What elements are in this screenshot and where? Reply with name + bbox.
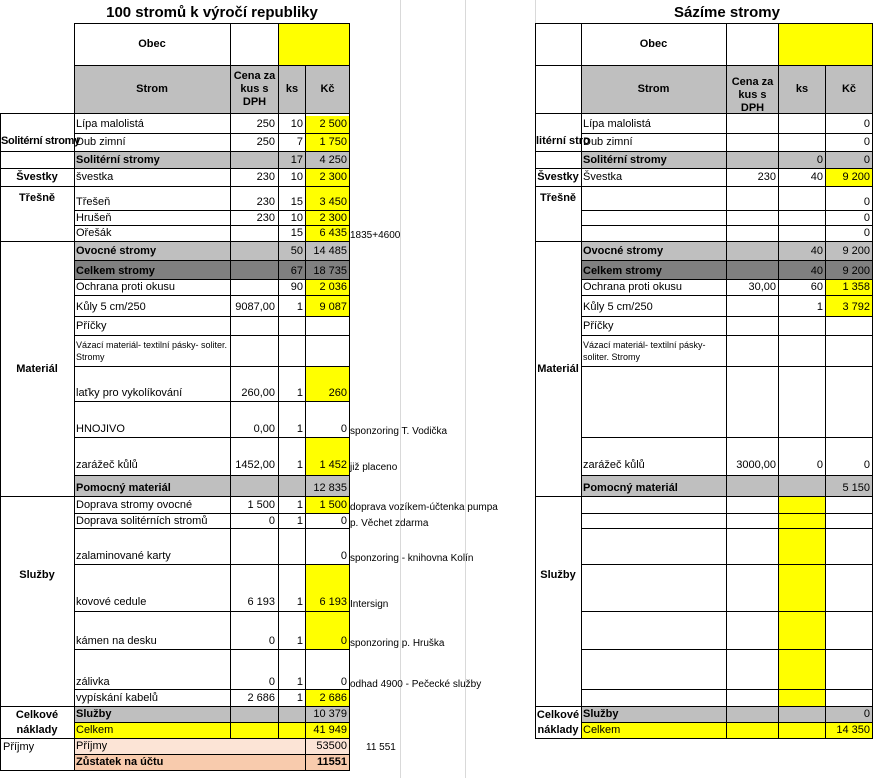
right-row-label: Solitérní stromy [583,154,667,166]
left-row-kc[interactable]: 6 435 [319,227,347,239]
left-row-kc[interactable]: 0 [340,515,347,527]
right-category-naklady: náklady [537,724,579,736]
left-row-note: sponzoring T. Vodička [350,426,448,437]
left-title: 100 stromů k výročí republiky [106,4,318,21]
right-header-cena: Cena za kus s DPH [731,76,774,114]
left-row-ks[interactable]: 1 [296,423,303,435]
left-row-ks[interactable]: 1 [296,499,303,511]
left-row-ks: 67 [290,265,303,277]
left-row-cena[interactable]: 1452,00 [235,459,275,471]
left-row-label: Pomocný materiál [76,482,171,494]
left-row-ks[interactable]: 1 [296,635,303,647]
left-row-label[interactable]: Vázací materiál- textilní pásky- soliter. Stromy [76,340,228,362]
left-row-label: Zůstatek na účtu [76,756,164,768]
left-row-label[interactable]: HNOJIVO [76,423,125,435]
right-title: Sázíme stromy [674,4,780,21]
left-category-tresne: Třešně [18,192,56,204]
left-row-kc[interactable]: 260 [328,387,347,399]
right-row-kc[interactable]: 0 [863,459,870,471]
left-row-kc[interactable]: 0 [340,423,347,435]
left-row-ks[interactable]: 15 [290,227,303,239]
left-row-ks[interactable]: 90 [290,281,303,293]
left-row-note: odhad 4900 - Pečecké služby [350,679,482,690]
left-row-note: 11 551 [366,742,396,753]
left-row-label[interactable]: Doprava stromy ovocné [76,499,193,511]
left-row-kc: 18 735 [313,265,347,277]
left-row-note: sponzoring p. Hruška [350,638,445,649]
left-header-cena: Cena za kus s DPH [233,70,276,108]
left-row-label[interactable]: švestka [76,171,114,183]
left-row-label[interactable]: kovové cedule [76,596,147,608]
right-row-kc: 0 [863,154,870,166]
left-row-label[interactable]: zalaminované karty [76,550,171,562]
right-row-ks: 40 [810,245,823,257]
left-row-note: sponzoring - knihovna Kolín [350,553,474,564]
right-category-material: Materiál [537,363,579,375]
left-row-kc[interactable]: 2 036 [319,281,347,293]
left-row-note: p. Věchet zdarma [350,518,429,529]
left-header-kc: Kč [320,83,335,95]
left-row-note: 1835+4600 [350,230,401,241]
right-row-ks[interactable]: 0 [816,459,823,471]
left-row-cena[interactable]: 9087,00 [235,301,275,313]
left-row-kc[interactable]: 6 193 [319,596,347,608]
left-row-cena[interactable]: 250 [256,118,275,130]
left-row-label: Celkem [76,724,114,736]
left-obec-value-cell[interactable] [278,24,349,66]
right-row-label[interactable]: Příčky [583,320,614,332]
left-row-cena[interactable]: 0 [268,676,275,688]
left-row-kc[interactable]: 2 686 [319,692,347,704]
right-row-kc[interactable]: 9 200 [842,171,870,183]
right-row-cena[interactable]: 3000,00 [736,459,776,471]
left-row-label[interactable]: Kůly 5 cm/250 [76,301,146,313]
right-row-kc[interactable]: 0 [863,136,870,148]
left-row-kc: 4 250 [319,154,347,166]
left-row-cena[interactable]: 0,00 [253,423,275,435]
left-row-ks[interactable]: 1 [296,387,303,399]
left-row-cena[interactable]: 1 500 [247,499,275,511]
left-row-label: Příjmy [76,740,108,752]
right-row-kc: 0 [863,708,870,720]
left-row-label[interactable]: vypískání kabelů [76,692,158,704]
left-row-kc[interactable]: 1 452 [319,459,347,471]
left-category-material: Materiál [16,363,58,375]
right-row-ks[interactable]: 40 [810,171,823,183]
left-row-label: Celkem stromy [76,265,155,277]
right-row-kc[interactable]: 1 358 [842,281,870,293]
left-row-label[interactable]: zarážeč kůlů [76,459,138,471]
right-header-strom: Strom [637,83,670,95]
left-row-ks[interactable]: 1 [296,676,303,688]
left-row-note: již placeno [350,462,398,473]
left-row-kc: 41 949 [313,724,347,736]
right-row-cena[interactable]: 30,00 [748,281,776,293]
right-row-ks: 0 [816,154,823,166]
left-row-kc: 12 835 [313,482,347,494]
right-header-ks: ks [795,83,809,95]
left-row-kc[interactable]: 0 [340,635,347,647]
left-row-cena[interactable]: 0 [268,515,275,527]
left-row-ks[interactable]: 10 [290,171,303,183]
left-category-naklady: náklady [16,724,58,736]
left-row-label[interactable]: Ochrana proti okusu [76,281,176,293]
right-row-kc: 9 200 [842,245,870,257]
right-row-label[interactable]: Kůly 5 cm/250 [583,301,653,313]
left-row-kc[interactable]: 1 500 [319,499,347,511]
left-category-sluzby: Služby [19,569,55,581]
left-row-label[interactable]: kámen na desku [76,635,157,647]
left-row-label[interactable]: Třešeň [76,196,111,208]
left-category-svestky: Švestky [16,171,58,183]
left-row-label[interactable]: Dub zimní [76,136,126,148]
left-row-ks[interactable]: 15 [290,196,303,208]
right-category-celkove: Celkové [536,709,580,721]
right-row-label[interactable]: Švestka [583,171,623,183]
left-row-label[interactable]: Ořešák [76,227,112,239]
right-row-label[interactable]: Vázací materiál- textilní pásky- soliter. Stromy [583,340,706,362]
left-header-strom: Strom [136,83,168,95]
right-row-label: Pomocný materiál [583,482,678,494]
right-category-sluzby: Služby [540,569,576,581]
left-category-celkove: Celkové [15,709,59,721]
left-row-ks[interactable]: 10 [290,212,303,224]
right-category-svestky: Švestky [537,171,579,183]
left-row-cena[interactable]: 260,00 [241,387,275,399]
right-header-kc: Kč [841,83,857,95]
left-row-label[interactable]: zálivka [76,676,110,688]
right-row-ks[interactable]: 60 [810,281,823,293]
right-obec-label: Obec [639,38,668,50]
left-row-kc[interactable]: 53500 [316,740,347,752]
left-row-cena[interactable]: 230 [256,212,275,224]
right-row-label: Ovocné stromy [583,245,664,257]
left-header-ks: ks [285,83,299,95]
left-row-note: doprava vozíkem-účtenka pumpa [350,502,498,513]
right-row-kc: 5 150 [842,482,870,494]
left-row-kc: 10 379 [313,708,347,720]
left-category-solitery: Solitérní stromy [1,135,80,147]
right-row-kc[interactable]: 0 [863,196,870,208]
right-row-ks: 40 [810,265,823,277]
right-category-tresne: Třešně [539,192,577,204]
right-row-kc[interactable]: 0 [863,227,870,239]
left-row-kc[interactable]: 1 750 [319,136,347,148]
left-row-label[interactable]: Příčky [76,320,107,332]
left-row-cena[interactable]: 230 [256,196,275,208]
left-row-ks: 50 [290,245,303,257]
left-row-cena[interactable]: 0 [268,635,275,647]
left-row-label[interactable]: Doprava solitérních stromů [76,515,208,527]
left-row-label: Služby [76,708,112,720]
left-row-ks[interactable]: 10 [290,118,303,130]
left-row-ks: 17 [290,154,303,166]
left-row-kc[interactable]: 9 087 [319,301,347,313]
right-row-label[interactable]: Dub zimní [583,136,633,148]
left-row-label[interactable]: Hrušeň [76,212,112,224]
right-row-ks[interactable]: 1 [816,301,823,313]
right-row-label: Celkem [583,724,621,736]
right-obec-value-cell[interactable] [778,24,873,66]
left-row-kc[interactable]: 2 300 [319,212,347,224]
right-row-label[interactable]: zarážeč kůlů [583,459,645,471]
left-row-ks[interactable]: 1 [296,301,303,313]
left-row-kc: 14 485 [313,245,347,257]
right-row-kc: 9 200 [842,265,870,277]
left-category-prijmy: Příjmy [3,741,35,753]
left-row-ks[interactable]: 1 [296,459,303,471]
left-row-kc[interactable]: 0 [340,676,347,688]
left-row-cena[interactable]: 6 193 [247,596,275,608]
right-category-solitery: litérní stro [536,135,590,147]
left-obec-label: Obec [138,38,166,50]
left-row-kc[interactable]: 3 450 [319,196,347,208]
left-row-kc: 11551 [317,756,347,768]
right-row-kc[interactable]: 0 [863,212,870,224]
left-row-kc[interactable]: 2 500 [319,118,347,130]
right-row-label: Celkem stromy [583,265,662,277]
right-row-cena[interactable]: 230 [757,171,776,183]
right-row-kc[interactable]: 0 [863,118,870,130]
left-row-ks[interactable]: 1 [296,596,303,608]
right-row-kc[interactable]: 3 792 [842,301,870,313]
right-row-kc: 14 350 [836,724,870,736]
left-row-note: Intersign [350,599,389,610]
left-row-kc[interactable]: 2 300 [319,171,347,183]
left-row-cena[interactable]: 2 686 [247,692,275,704]
left-row-ks[interactable]: 7 [296,136,303,148]
left-row-ks[interactable]: 1 [296,515,303,527]
left-row-label: Solitérní stromy [76,154,160,166]
left-row-ks[interactable]: 1 [296,692,303,704]
right-row-label[interactable]: Ochrana proti okusu [583,281,683,293]
left-row-label[interactable]: Lípa malolistá [76,118,144,130]
left-row-cena[interactable]: 230 [256,171,275,183]
right-row-label[interactable]: Lípa malolistá [583,118,651,130]
left-row-label: Ovocné stromy [76,245,157,257]
right-row-label: Služby [583,708,619,720]
left-row-cena[interactable]: 250 [256,136,275,148]
left-row-kc[interactable]: 0 [340,550,347,562]
left-row-label[interactable]: laťky pro vykolíkování [76,387,183,399]
